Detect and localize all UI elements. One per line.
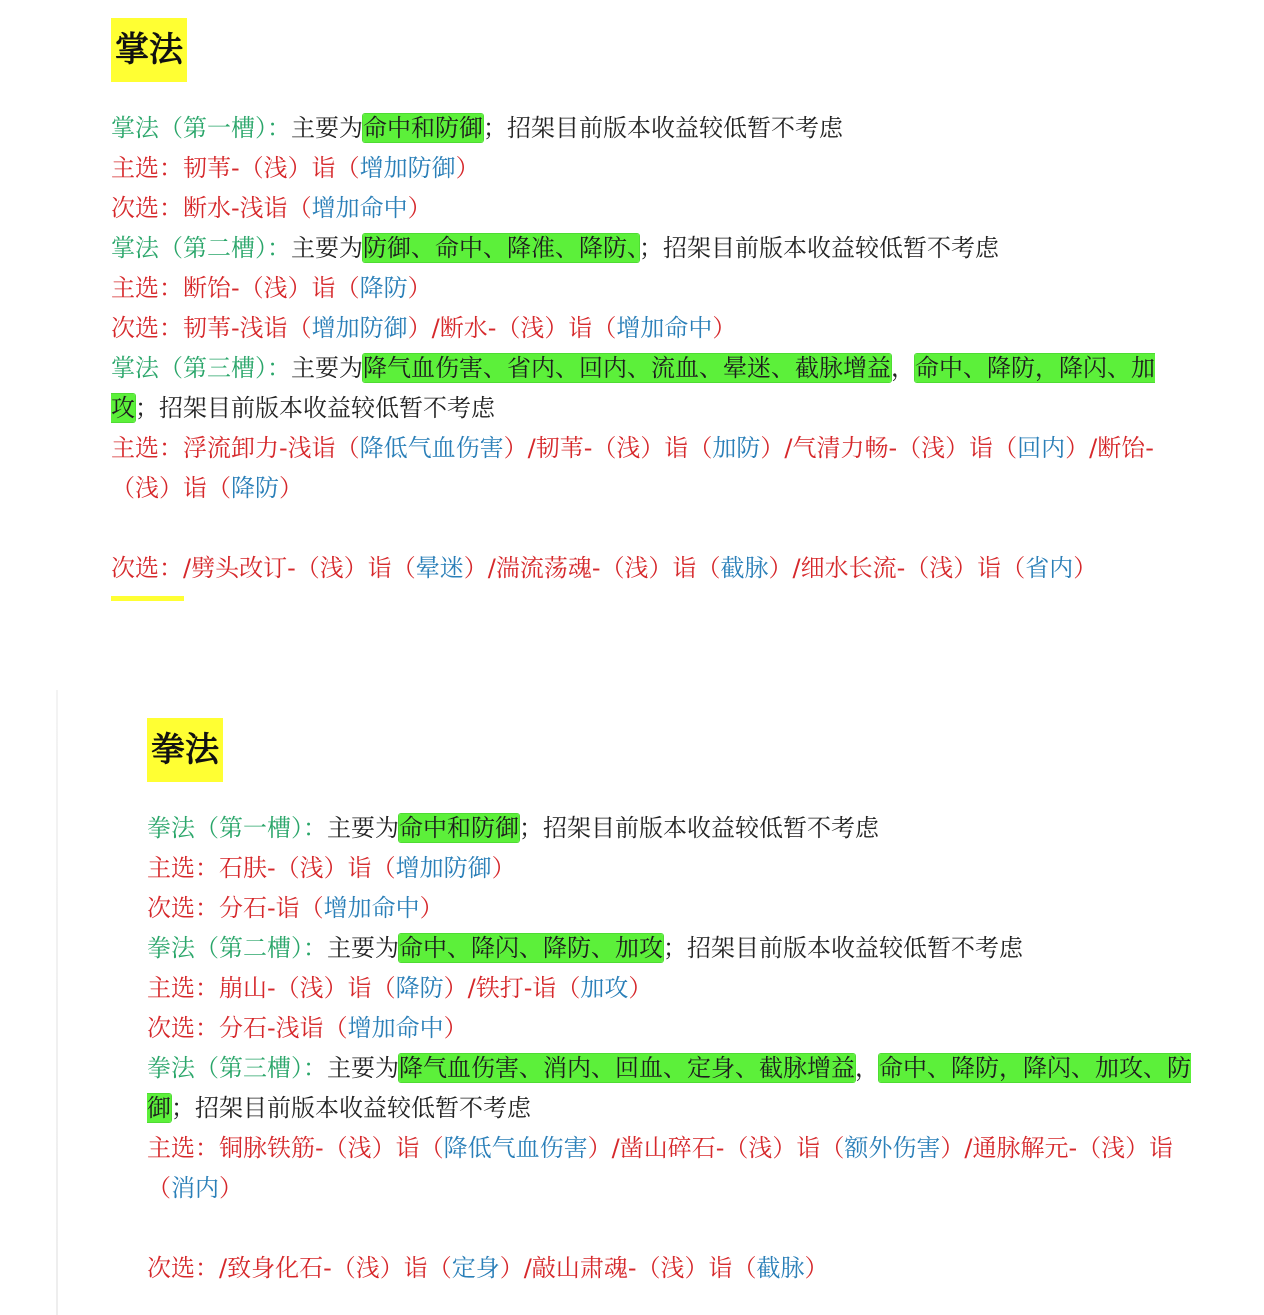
text-segment: 次选：/致身化石-（浅）诣（ [147, 1254, 452, 1282]
text-segment: 主要为 [327, 814, 399, 842]
text-segment: ；招架目前版本收益较低暂不考虑 [663, 934, 1023, 962]
text-segment: ）/韧苇-（浅）诣（ [503, 434, 713, 462]
text-line [111, 548, 1191, 588]
text-segment: ）/通脉解元-（浅）诣（ [147, 1134, 1174, 1202]
text-segment: 增加命中 [311, 194, 408, 222]
text-segment: 省内 [1025, 554, 1074, 582]
text-segment: 晕迷 [415, 554, 464, 582]
text-segment: ；招架目前版本收益较低暂不考虑 [483, 114, 843, 142]
text-segment: 降低气血伤害 [443, 1134, 588, 1162]
highlighted-text: 降气血伤害、省内、回内、流血、晕迷、截脉增益 [363, 354, 891, 382]
text-segment: ）/气清力畅-（浅）诣（ [760, 434, 1018, 462]
highlighted-text: 命中、降闪、降防、加攻 [399, 934, 663, 962]
text-segment: ） [804, 1254, 829, 1282]
text-segment: ）/断水-（浅）诣（ [407, 314, 617, 342]
text-segment: 主选：崩山-（浅）诣（ [147, 974, 396, 1002]
text-segment: 主选：浮流卸力-浅诣（ [111, 434, 360, 462]
text-line [147, 928, 1207, 968]
text-line [111, 188, 1191, 228]
highlighted-text: 命中和防御 [363, 114, 483, 142]
text-segment: 主选：韧苇-（浅）诣（ [111, 154, 360, 182]
text-segment: ） [455, 154, 480, 182]
blank-line [147, 1208, 1207, 1248]
text-segment: 次选：分石-诣（ [147, 894, 324, 922]
text-line [147, 968, 1207, 1008]
highlighted-text: 命中、降防，降闪、加攻 [111, 354, 1155, 422]
section-quanfa [147, 718, 1207, 1288]
text-segment: 掌法（第三槽）： [111, 354, 291, 382]
text-segment: ） [712, 314, 737, 342]
text-segment: ， [891, 354, 915, 382]
text-segment: 定身 [451, 1254, 500, 1282]
text-line [147, 1248, 1207, 1288]
section-body [147, 808, 1207, 1288]
highlighted-text: 命中、降防，降闪、加攻、防御 [147, 1054, 1191, 1122]
text-line [111, 348, 1191, 428]
text-segment: 主要为 [291, 234, 363, 262]
text-segment: 消内 [171, 1174, 219, 1202]
text-segment: ） [443, 1014, 468, 1042]
text-segment: 降防 [231, 474, 279, 502]
text-segment: 增加命中 [347, 1014, 444, 1042]
text-segment: 拳法（第二槽）： [147, 934, 327, 962]
text-segment: ） [407, 274, 432, 302]
text-segment: 主选：铜脉铁筋-（浅）诣（ [147, 1134, 444, 1162]
highlight-bar [111, 596, 184, 601]
text-segment: 次选：分石-浅诣（ [147, 1014, 348, 1042]
text-segment: 截脉 [720, 554, 769, 582]
text-segment: 主要为 [327, 1054, 399, 1082]
text-segment: 截脉 [756, 1254, 805, 1282]
text-segment: 增加防御 [395, 854, 492, 882]
blank-line [111, 508, 1191, 548]
text-line [147, 848, 1207, 888]
section-body [111, 108, 1191, 588]
highlighted-text: 降气血伤害、消内、回血、定身、截脉增益 [399, 1054, 855, 1082]
text-segment: ） [419, 894, 444, 922]
text-segment: ）/凿山碎石-（浅）诣（ [587, 1134, 845, 1162]
text-segment: 拳法（第一槽）： [147, 814, 327, 842]
text-segment: 加防 [712, 434, 761, 462]
text-segment: ）/铁打-诣（ [443, 974, 581, 1002]
text-segment: 次选：断水-浅诣（ [111, 194, 312, 222]
text-line [147, 1008, 1207, 1048]
text-segment: 主选：断饴-（浅）诣（ [111, 274, 360, 302]
text-segment: 增加命中 [616, 314, 713, 342]
text-segment: ） [407, 194, 432, 222]
text-segment: 额外伤害 [844, 1134, 941, 1162]
text-segment: ） [628, 974, 653, 1002]
text-segment: 主要为 [327, 934, 399, 962]
text-segment: 降低气血伤害 [359, 434, 504, 462]
text-segment: ） [219, 1174, 243, 1202]
text-segment: 掌法（第一槽）： [111, 114, 291, 142]
text-line [111, 108, 1191, 148]
text-segment: 次选：/劈头改订-（浅）诣（ [111, 554, 416, 582]
text-segment: ；招架目前版本收益较低暂不考虑 [639, 234, 999, 262]
text-segment: 主要为 [291, 354, 363, 382]
text-segment: 掌法（第二槽）： [111, 234, 291, 262]
text-segment: ） [491, 854, 516, 882]
text-line [147, 888, 1207, 928]
text-segment: ）/敲山肃魂-（浅）诣（ [499, 1254, 757, 1282]
text-segment: 主要为 [291, 114, 363, 142]
panel-edge [56, 690, 58, 1315]
text-line [147, 1048, 1207, 1128]
text-segment: ）/湍流荡魂-（浅）诣（ [463, 554, 721, 582]
text-line [111, 148, 1191, 188]
highlighted-text: 防御、命中、降准、降防、 [363, 234, 639, 262]
text-segment: ， [855, 1054, 879, 1082]
text-segment: ；招架目前版本收益较低暂不考虑 [171, 1094, 531, 1122]
text-segment: ） [279, 474, 303, 502]
highlighted-text: 命中和防御 [399, 814, 519, 842]
text-segment: 增加防御 [359, 154, 456, 182]
text-segment: 加攻 [580, 974, 629, 1002]
text-segment: ） [1073, 554, 1098, 582]
text-line [111, 308, 1191, 348]
section-title: 掌法 [111, 18, 187, 82]
text-segment: ）/断饴-（浅）诣（ [111, 434, 1154, 502]
text-segment: ；招架目前版本收益较低暂不考虑 [135, 394, 495, 422]
text-line [147, 808, 1207, 848]
text-line [111, 268, 1191, 308]
text-segment: 降防 [359, 274, 408, 302]
section-zhangfa [111, 18, 1191, 601]
text-segment: 降防 [395, 974, 444, 1002]
text-segment: 主选：石肤-（浅）诣（ [147, 854, 396, 882]
text-line [111, 228, 1191, 268]
text-line [111, 428, 1191, 508]
text-segment: 回内 [1017, 434, 1066, 462]
text-segment: 拳法（第三槽）： [147, 1054, 327, 1082]
text-segment: ）/细水长流-（浅）诣（ [768, 554, 1026, 582]
text-segment: 增加防御 [311, 314, 408, 342]
text-segment: 增加命中 [323, 894, 420, 922]
text-segment: 次选：韧苇-浅诣（ [111, 314, 312, 342]
text-segment: ；招架目前版本收益较低暂不考虑 [519, 814, 879, 842]
text-line [147, 1128, 1207, 1208]
section-title: 拳法 [147, 718, 223, 782]
